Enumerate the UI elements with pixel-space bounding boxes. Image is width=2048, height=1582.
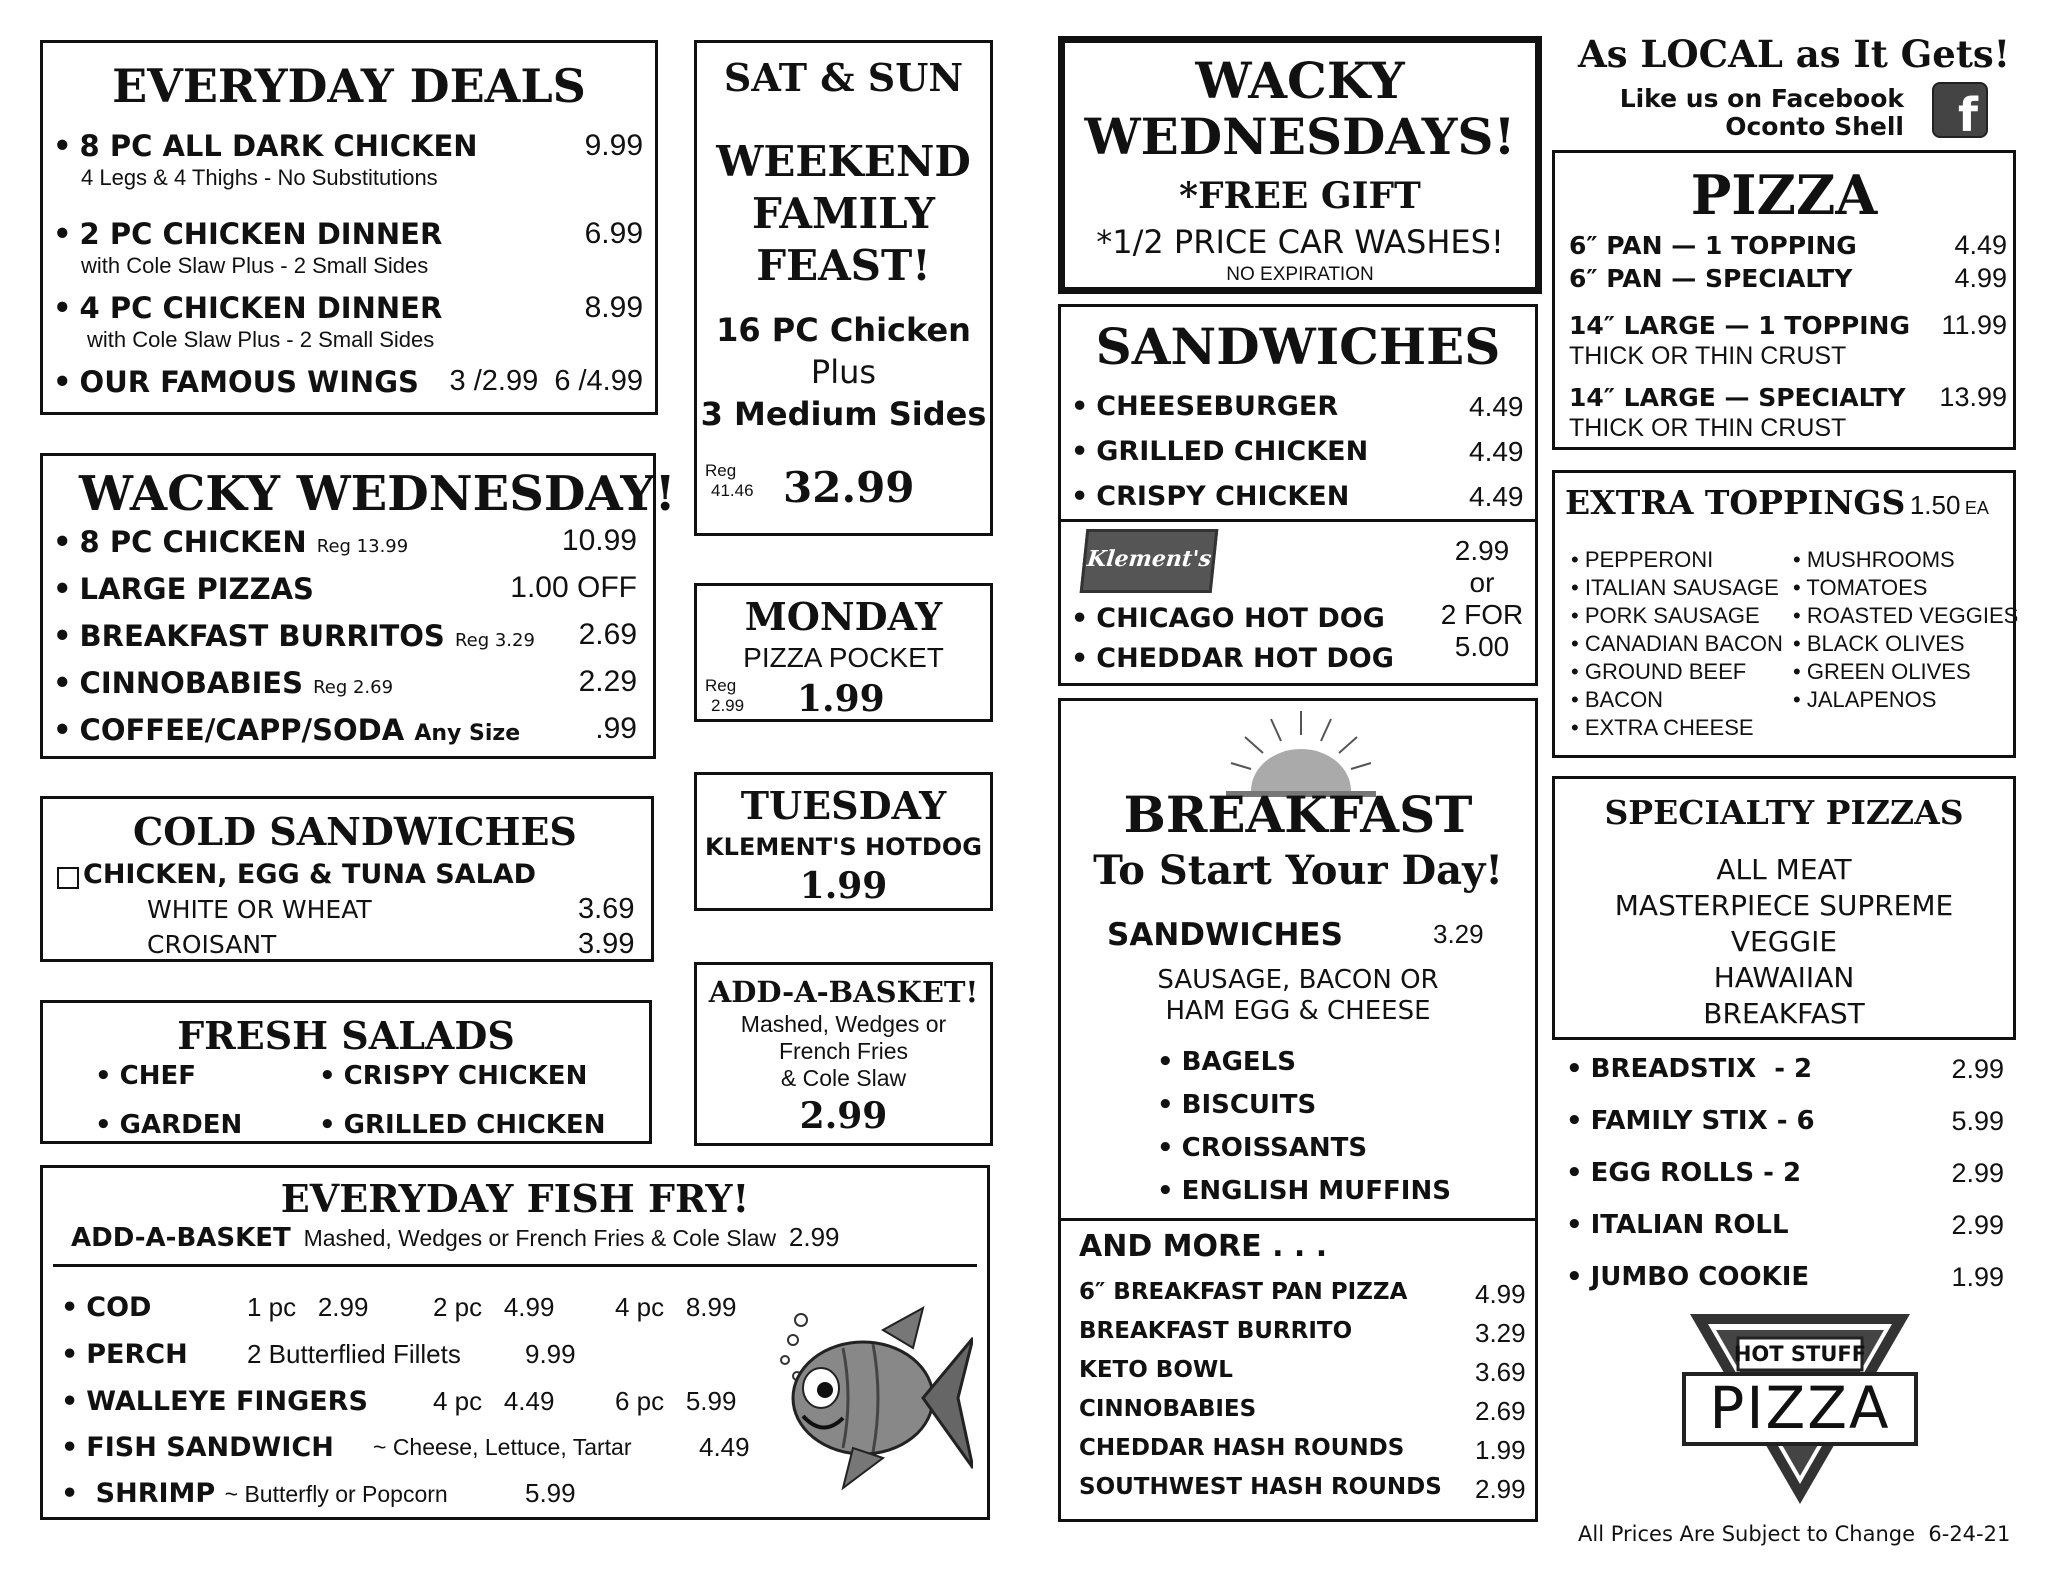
- divider: [53, 1264, 977, 1267]
- salad-item: • CHEF: [95, 1061, 196, 1091]
- monday-reg: Reg: [705, 676, 737, 695]
- weekend-title-line: FEAST!: [756, 241, 931, 290]
- topping-item: • CANADIAN BACON: [1571, 631, 1783, 656]
- wacky-item-reg: Any Size: [414, 721, 521, 746]
- deal-name: • 4 PC CHICKEN DINNER: [53, 291, 442, 325]
- fish-item-name: • SHRIMP ~ Butterfly or Popcorn: [61, 1478, 448, 1509]
- fish-item-price: 1 pc 2.99: [247, 1292, 369, 1322]
- weekend-feast-panel: [694, 40, 993, 536]
- sandwiches-title: SANDWICHES: [1095, 317, 1501, 376]
- breakfast-more-name: CHEDDAR HASH ROUNDS: [1079, 1435, 1405, 1461]
- toppings-unit: EA: [1964, 498, 1989, 518]
- divider: [1061, 519, 1535, 522]
- pizza-item-price: 13.99: [1939, 382, 2007, 412]
- fish-item-desc: 2 Butterflied Fillets: [247, 1339, 461, 1369]
- sandwich-price: 4.49: [1469, 481, 1524, 512]
- sandwich-price: 4.49: [1469, 436, 1524, 467]
- add-basket-price: 2.99: [799, 1095, 888, 1137]
- specialty-panel: [1552, 776, 2016, 1040]
- breakfast-more-name: KETO BOWL: [1079, 1357, 1233, 1383]
- add-basket-title: ADD-A-BASKET!: [708, 975, 979, 1009]
- cold-option-price: 3.99: [578, 928, 635, 960]
- breakfast-panel: [1058, 698, 1538, 1522]
- fish-item-price: 4 pc 4.49: [433, 1386, 555, 1416]
- weekend-price: 32.99: [783, 463, 915, 512]
- facebook-icon[interactable]: [1932, 82, 1988, 142]
- pizza-item-sub: THICK OR THIN CRUST: [1569, 342, 1847, 370]
- deal-name: • OUR FAMOUS WINGS: [53, 365, 419, 399]
- car-wash-text: *1/2 PRICE CAR WASHES!: [1096, 223, 1504, 261]
- salad-item: • GARDEN: [95, 1110, 242, 1140]
- breakfast-bread: • ENGLISH MUFFINS: [1157, 1176, 1451, 1206]
- monday-reg: 2.99: [711, 696, 745, 715]
- topping-item: • GREEN OLIVES: [1793, 659, 1971, 684]
- breakfast-desc-line: HAM EGG & CHEESE: [1165, 996, 1431, 1026]
- pizza-item-sub: THICK OR THIN CRUST: [1569, 414, 1847, 442]
- fish-item-name: • FISH SANDWICH: [61, 1432, 334, 1463]
- divider: [1061, 1218, 1535, 1221]
- pizza-panel: [1552, 150, 2016, 450]
- weekend-reg: Reg: [705, 461, 737, 480]
- tuesday-price: 1.99: [799, 865, 888, 907]
- add-basket-line: & Cole Slaw: [780, 1065, 907, 1091]
- wacky-item-name: • CINNOBABIES Reg 2.69: [53, 666, 393, 700]
- fresh-salads-panel: [40, 1000, 652, 1144]
- weekend-desc-line: Plus: [810, 353, 877, 391]
- pizza-item-name: 14″ LARGE — 1 TOPPING: [1569, 311, 1910, 340]
- breakfast-title: BREAKFAST: [1123, 785, 1473, 844]
- side-price: 5.99: [1951, 1106, 2004, 1136]
- fish-fry-title: EVERYDAY FISH FRY!: [280, 1176, 750, 1221]
- everyday-deals-panel: [40, 40, 658, 415]
- breakfast-bread: • BAGELS: [1157, 1047, 1296, 1077]
- toppings-panel: [1552, 470, 2019, 758]
- deal-price: 6.99: [584, 217, 643, 250]
- wacky-item-price: 2.29: [578, 665, 637, 698]
- fish-basket-label: ADD-A-BASKET: [71, 1223, 291, 1253]
- cold-option-price: 3.69: [578, 893, 635, 925]
- toppings-price: 1.50: [1909, 490, 1961, 520]
- topping-item: • JALAPENOS: [1793, 687, 1937, 712]
- toppings-header: [1565, 483, 1989, 522]
- wacky-item-name: • LARGE PIZZAS: [53, 572, 314, 606]
- breakfast-sandwiches-label: SANDWICHES: [1107, 917, 1343, 953]
- fish-item-name: • WALLEYE FINGERS: [61, 1386, 368, 1417]
- topping-item: • TOMATOES: [1793, 575, 1928, 600]
- toppings-title: EXTRA TOPPINGS: [1565, 483, 1906, 522]
- side-name: • JUMBO COOKIE: [1566, 1262, 1809, 1292]
- fish-item-desc: ~ Butterfly or Popcorn: [224, 1481, 448, 1507]
- side-name: • EGG ROLLS - 2: [1566, 1158, 1801, 1188]
- cold-option-name: CROISANT: [147, 930, 277, 959]
- local-title: As LOCAL as It Gets!: [1578, 32, 2010, 76]
- breakfast-bread: • BISCUITS: [1157, 1090, 1316, 1120]
- wacky-wednesdays-title: WEDNESDAYS!: [1084, 107, 1516, 166]
- wacky-item-reg: Reg 13.99: [316, 536, 409, 557]
- weekend-reg: 41.46: [711, 481, 754, 500]
- fish-item-price: 5.99: [525, 1478, 576, 1508]
- hot-stuff-pizza-logo: [1680, 1308, 1920, 1508]
- weekend-desc-line: 16 PC Chicken: [716, 311, 971, 349]
- breakfast-more-name: CINNOBABIES: [1079, 1396, 1257, 1422]
- side-name: • FAMILY STIX - 6: [1566, 1106, 1815, 1136]
- tuesday-day: TUESDAY: [740, 783, 947, 828]
- side-price: 2.99: [1951, 1054, 2004, 1084]
- topping-item: • MUSHROOMS: [1793, 547, 1955, 572]
- wacky-item-price: .99: [595, 712, 637, 745]
- wacky-wednesdays-panel: [1058, 36, 1542, 294]
- hotdog-price: 2 FOR: [1440, 599, 1524, 630]
- specialty-title: SPECIALTY PIZZAS: [1604, 793, 1964, 832]
- everyday-deals-title: EVERYDAY DEALS: [112, 59, 586, 113]
- add-basket-line: French Fries: [778, 1038, 909, 1064]
- deal-note: with Cole Slaw Plus - 2 Small Sides: [87, 327, 435, 352]
- side-name: • ITALIAN ROLL: [1566, 1210, 1789, 1240]
- weekend-desc-line: 3 Medium Sides: [700, 395, 987, 433]
- deal-price: 9.99: [584, 129, 643, 162]
- sandwich-name: • GRILLED CHICKEN: [1071, 436, 1368, 467]
- wacky-item-price: 10.99: [561, 524, 637, 557]
- fish-item-price: 9.99: [525, 1339, 576, 1369]
- cold-sandwiches-panel: [40, 796, 654, 962]
- wacky-wednesday-title: WACKY WEDNESDAY!: [79, 466, 676, 522]
- monday-day: MONDAY: [744, 594, 943, 639]
- fish-item-name: • COD: [61, 1292, 151, 1323]
- no-expiration-text: NO EXPIRATION: [1226, 264, 1374, 285]
- sandwiches-panel: [1058, 304, 1538, 686]
- wacky-item-reg: Reg 3.29: [454, 630, 535, 651]
- breakfast-bread: • CROISSANTS: [1157, 1133, 1367, 1163]
- pizza-title: PIZZA: [1690, 163, 1878, 227]
- topping-item: • BLACK OLIVES: [1793, 631, 1965, 656]
- breakfast-desc-line: SAUSAGE, BACON OR: [1157, 965, 1439, 995]
- breakfast-more-name: SOUTHWEST HASH ROUNDS: [1079, 1474, 1442, 1500]
- side-price: 1.99: [1951, 1262, 2004, 1292]
- topping-item: • ROASTED VEGGIES: [1793, 603, 2019, 628]
- deal-note: with Cole Slaw Plus - 2 Small Sides: [81, 253, 429, 278]
- deal-note: 4 Legs & 4 Thighs - No Substitutions: [81, 165, 438, 190]
- fish-basket-price: 2.99: [788, 1222, 840, 1252]
- breakfast-more-name: BREAKFAST BURRITO: [1079, 1318, 1353, 1344]
- fish-item-name: • PERCH: [61, 1339, 188, 1370]
- pizza-item-name: 6″ PAN — 1 TOPPING: [1569, 231, 1857, 260]
- klements-logo: [1080, 529, 1219, 593]
- add-basket-line: Mashed, Wedges or: [740, 1011, 947, 1037]
- wacky-item-name: • 8 PC CHICKEN Reg 13.99: [53, 525, 408, 559]
- topping-item: • BACON: [1571, 687, 1664, 712]
- weekend-title-line: WEEKEND: [716, 137, 971, 186]
- hotdog-price: or: [1469, 567, 1495, 598]
- cold-option-name: WHITE OR WHEAT: [147, 895, 372, 924]
- klements-logo-text: Klement's: [1085, 546, 1213, 572]
- sandwich-price: 4.49: [1469, 391, 1524, 422]
- breakfast-more-price: 3.69: [1475, 1357, 1526, 1387]
- facebook-icon-glyph: f: [1957, 88, 1978, 142]
- hotdog-price: 2.99: [1454, 535, 1510, 566]
- fish-item-desc: ~ Cheese, Lettuce, Tartar: [373, 1434, 632, 1460]
- fish-basket-text: Mashed, Wedges or French Fries & Cole Slaw: [303, 1225, 777, 1251]
- tuesday-item: KLEMENT'S HOTDOG: [705, 833, 982, 861]
- breakfast-more-price: 2.99: [1475, 1474, 1526, 1504]
- side-name: • BREADSTIX - 2: [1566, 1054, 1812, 1084]
- deal-name: • 8 PC ALL DARK CHICKEN: [53, 129, 478, 163]
- side-price: 2.99: [1951, 1210, 2004, 1240]
- pizza-item-price: 4.49: [1954, 230, 2007, 260]
- fish-item-price: 4 pc 8.99: [615, 1292, 737, 1322]
- hotdog-price: 5.00: [1454, 631, 1510, 662]
- specialty-item: VEGGIE: [1730, 925, 1838, 958]
- wacky-item-name: • BREAKFAST BURRITOS Reg 3.29: [53, 619, 535, 653]
- wacky-item-reg: Reg 2.69: [313, 677, 394, 698]
- and-more-title: AND MORE . . .: [1079, 1229, 1328, 1264]
- checkbox-icon: [57, 867, 79, 889]
- wacky-item-name: • COFFEE/CAPP/SODA Any Size: [53, 713, 520, 747]
- breakfast-sandwiches-price: 3.29: [1433, 919, 1484, 949]
- fish-item-price: 4.49: [699, 1432, 750, 1462]
- sandwich-name: • CHEESEBURGER: [1071, 391, 1338, 422]
- cold-sandwiches-title: COLD SANDWICHES: [133, 809, 577, 854]
- wacky-item-price: 1.00 OFF: [510, 571, 637, 604]
- topping-item: • GROUND BEEF: [1571, 659, 1747, 684]
- deal-price: 8.99: [584, 291, 643, 324]
- breakfast-more-name: 6″ BREAKFAST PAN PIZZA: [1079, 1279, 1408, 1305]
- specialty-item: ALL MEAT: [1716, 853, 1852, 886]
- fish-illustration-icon: [773, 1298, 973, 1508]
- topping-item: • ITALIAN SAUSAGE: [1571, 575, 1779, 600]
- sandwich-name: • CRISPY CHICKEN: [1071, 481, 1349, 512]
- wacky-wednesday-panel: [40, 453, 676, 759]
- breakfast-more-price: 1.99: [1475, 1435, 1526, 1465]
- fish-basket-line: [71, 1222, 840, 1253]
- fish-item-price: 6 pc 5.99: [615, 1386, 737, 1416]
- hotdog-name: • CHICAGO HOT DOG: [1071, 603, 1385, 634]
- fresh-salads-title: FRESH SALADS: [177, 1013, 515, 1058]
- salad-item: • CRISPY CHICKEN: [319, 1061, 587, 1091]
- deal-price: 3 /2.99 6 /4.99: [449, 365, 643, 397]
- specialty-item: BREAKFAST: [1703, 997, 1865, 1030]
- breakfast-more-price: 3.29: [1475, 1318, 1526, 1348]
- weekend-title-line: FAMILY: [752, 189, 935, 238]
- breakfast-subtitle: To Start Your Day!: [1093, 847, 1503, 894]
- breakfast-more-price: 2.69: [1475, 1396, 1526, 1426]
- add-basket-panel: [694, 962, 993, 1146]
- fish-item-price: 2 pc 4.99: [433, 1292, 555, 1322]
- hot-stuff-text: HOT STUFF: [1733, 1342, 1867, 1366]
- wacky-wednesdays-title: WACKY: [1195, 51, 1405, 110]
- specialty-item: MASTERPIECE SUPREME: [1614, 889, 1954, 922]
- facebook-line: Oconto Shell: [1725, 112, 1904, 141]
- deal-name: • 2 PC CHICKEN DINNER: [53, 217, 442, 251]
- pizza-item-name: 6″ PAN — SPECIALTY: [1569, 264, 1853, 293]
- salad-item: • GRILLED CHICKEN: [319, 1110, 605, 1140]
- tuesday-panel: [694, 772, 993, 911]
- wacky-item-price: 2.69: [578, 618, 637, 651]
- free-gift-text: *FREE GIFT: [1179, 175, 1421, 217]
- hotdog-name: • CHEDDAR HOT DOG: [1071, 643, 1394, 674]
- cold-sandwich-item: CHICKEN, EGG & TUNA SALAD: [83, 859, 537, 890]
- specialty-item: HAWAIIAN: [1713, 961, 1855, 994]
- fish-fry-panel: [40, 1165, 990, 1520]
- topping-item: • PORK SAUSAGE: [1571, 603, 1760, 628]
- monday-item: PIZZA POCKET: [743, 642, 944, 673]
- facebook-line: Like us on Facebook: [1619, 84, 1904, 113]
- pizza-item-name: 14″ LARGE — SPECIALTY: [1569, 383, 1906, 412]
- monday-price: 1.99: [797, 678, 885, 720]
- pizza-item-price: 4.99: [1954, 263, 2007, 293]
- pizza-item-price: 11.99: [1941, 310, 2007, 340]
- monday-panel: [694, 583, 993, 722]
- pizza-logo-text: PIZZA: [1709, 1374, 1891, 1442]
- footer-text: All Prices Are Subject to Change 6-24-21: [1578, 1522, 2011, 1546]
- breakfast-more-price: 4.99: [1475, 1279, 1526, 1309]
- topping-item: • EXTRA CHEESE: [1571, 715, 1754, 740]
- side-price: 2.99: [1951, 1158, 2004, 1188]
- weekend-day: SAT & SUN: [723, 55, 964, 100]
- topping-item: • PEPPERONI: [1571, 547, 1714, 572]
